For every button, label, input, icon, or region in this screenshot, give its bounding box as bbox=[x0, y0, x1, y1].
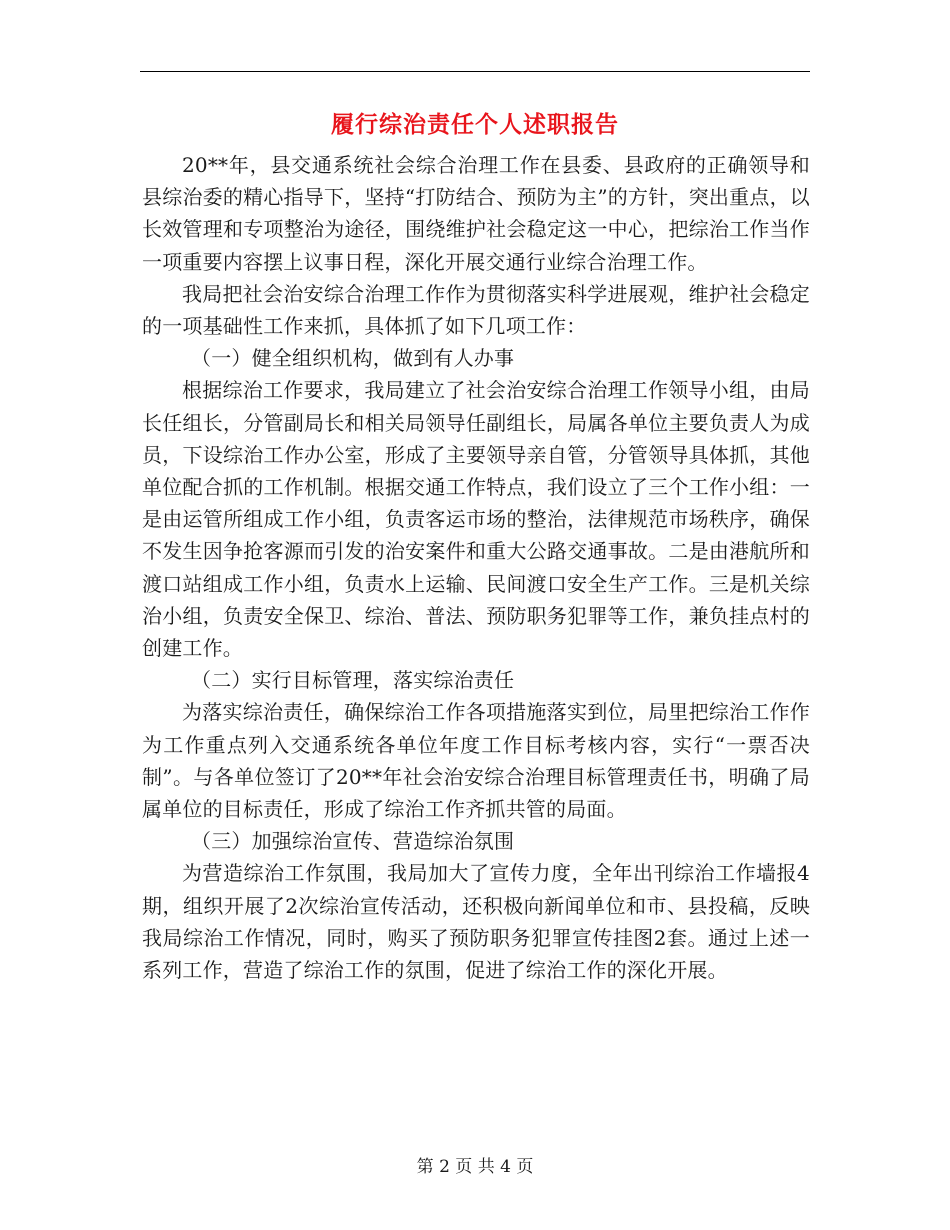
paragraph-section-3: 为营造综治工作氛围，我局加大了宣传力度，全年出刊综治工作墙报4期，组织开展了2次综治宣传活动，还积极向新闻单位和市、县投稿，反映我局综治工作情况，同时，购买了预防职务犯罪宣传挂图2套。通过上述一系列工作，营造了综治工作的氛围，促进了综治工作的深化开展。 bbox=[142, 861, 810, 983]
paragraph-intro: 20**年，县交通系统社会综合治理工作在县委、县政府的正确领导和县综治委的精心指导下，坚持“打防结合、预防为主”的方针，突出重点，以长效管理和专项整治为途径，围绕维护社会稳定这一中心，把综治工作当作一项重要内容摆上议事日程，深化开展交通行业综合治理工作。 bbox=[142, 153, 810, 274]
section-heading-2: （二）实行目标管理，落实综治责任 bbox=[191, 668, 515, 693]
section-heading-1: （一）健全组织机构，做到有人办事 bbox=[191, 346, 515, 371]
section-heading-3: （三）加强综治宣传、营造综治氛围 bbox=[191, 829, 515, 854]
header-rule bbox=[140, 71, 810, 72]
paragraph-section-2: 为落实综治责任，确保综治工作各项措施落实到位，局里把综治工作作为工作重点列入交通系统各单位年度工作目标考核内容，实行“一票否决制”。与各单位签订了20**年社会治安综合治理目标管理责任书，明确了局属单位的目标责任，形成了综治工作齐抓共管的局面。 bbox=[142, 700, 810, 822]
paragraph-section-1: 根据综治工作要求，我局建立了社会治安综合治理工作领导小组，由局长任组长，分管副局长和相关局领导任副组长，局属各单位主要负责人为成员，下设综治工作办公室，形成了主要领导亲自管，分管领导具体抓，其他单位配合抓的工作机制。根据交通工作特点，我们设立了三个工作小组：一是由运管所组成工作小组，负责客运市场的整治，法律规范市场秩序，确保不发生因争抢客源而引发的治安案件和重大公路交通事故。二是由港航所和渡口站组成工作小组，负责水上运输、民间渡口安全生产工作。三是机关综治小组，负责安全保卫、综治、普法、预防职务犯罪等工作，兼负挂点村的创建工作。 bbox=[142, 378, 810, 661]
page-number-label: 第 2 页 共 4 页 bbox=[416, 1157, 534, 1177]
document-title: 履行综治责任个人述职报告 bbox=[331, 111, 619, 138]
document-body bbox=[142, 149, 810, 986]
page-footer bbox=[0, 1155, 950, 1179]
paragraph-overview: 我局把社会治安综合治理工作作为贯彻落实科学进展观，维护社会稳定的一项基础性工作来抓，具体抓了如下几项工作： bbox=[142, 281, 810, 339]
